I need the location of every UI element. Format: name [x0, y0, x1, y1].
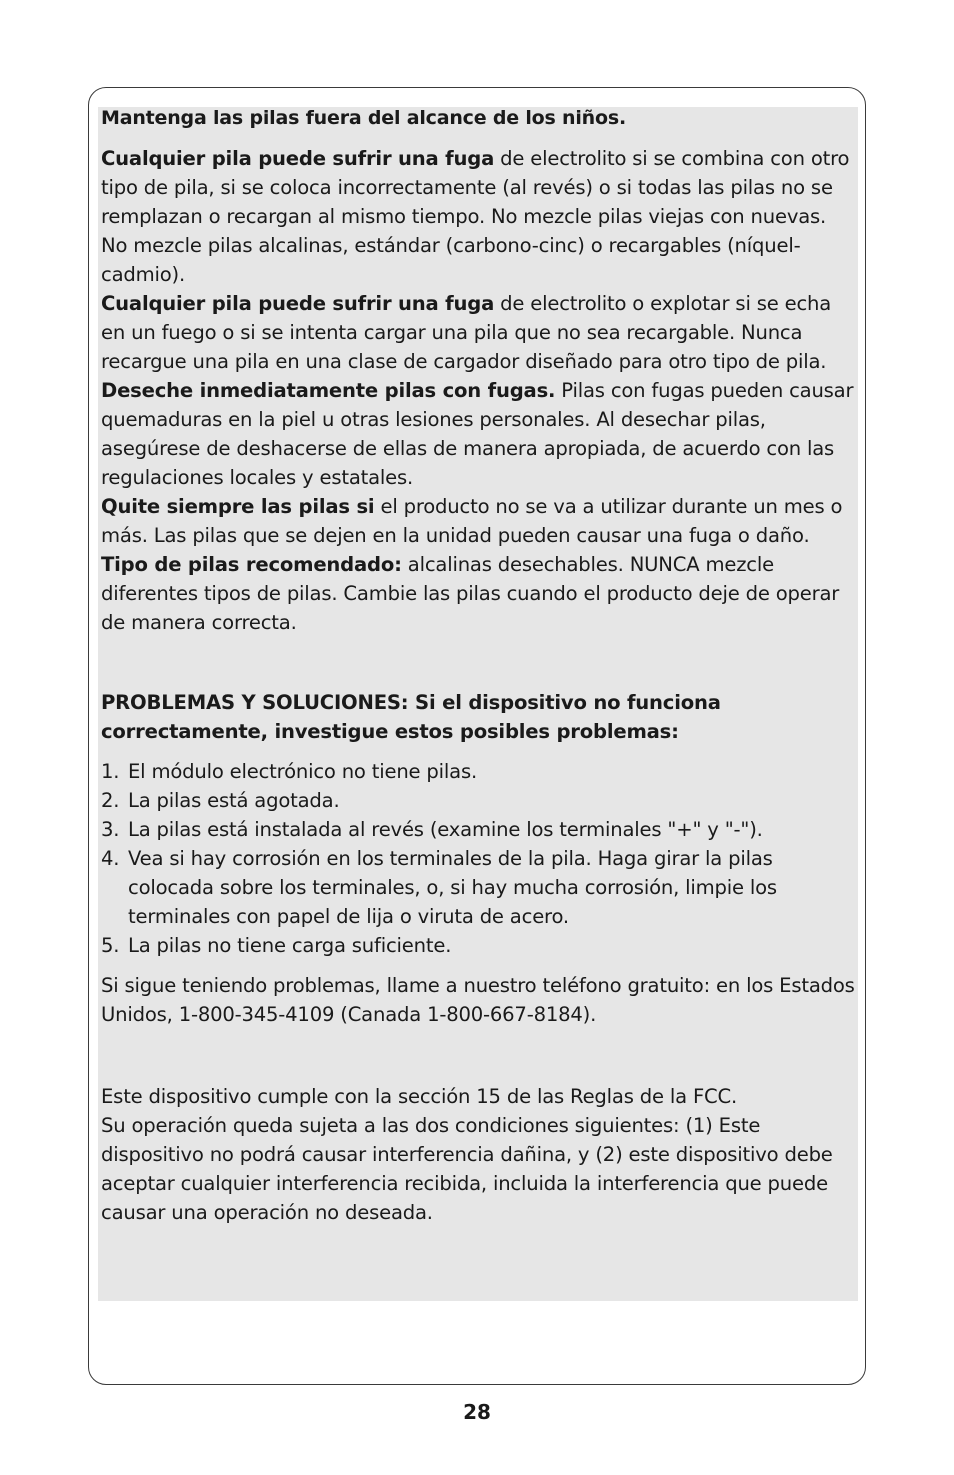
- battery-paragraph: [101, 492, 857, 550]
- spacer: [101, 637, 857, 688]
- paragraph-text: Pilas con fugas pueden causar quemaduras en la piel u otras lesiones personales. Al desechar pilas, asegúrese de deshacerse de ellas de manera apropiada, de acuerdo con las regulaciones locales y estatales.: [101, 379, 854, 489]
- paragraph-text: de electrolito o explotar si se echa en un fuego o si se intenta cargar una pila que no sea recargable. Nunca recargue una pila en una clase de cargador diseñado para otro tipo de pila.: [101, 292, 832, 373]
- paragraph-text: de electrolito si se combina con otro tipo de pila, si se coloca incorrectamente (al revés) o si todas las pilas no se remplazan o recargan al mismo tiempo. No mezcle pilas viejas con nuevas. No mezcle pilas alcalinas, estándar (carbono-cinc) o recargables (níquel-cadmio).: [101, 147, 850, 286]
- spacer: [101, 960, 857, 971]
- list-text: La pilas está instalada al revés (examine los terminales "+" y "-").: [128, 818, 763, 841]
- page-number: 28: [463, 1400, 491, 1424]
- list-number: 2.: [101, 789, 120, 812]
- paragraph-lead: Tipo de pilas recomendado:: [101, 553, 402, 576]
- fcc-statement-line: Este dispositivo cumple con la sección 15 de las Reglas de la FCC.: [101, 1085, 738, 1108]
- paragraph-lead: Cualquier pila puede sufrir una fuga: [101, 292, 495, 315]
- battery-paragraph: [101, 144, 857, 289]
- battery-paragraph: [101, 376, 857, 492]
- battery-paragraph: [101, 289, 857, 376]
- list-number: 3.: [101, 818, 120, 841]
- paragraph-lead: Cualquier pila puede sufrir una fuga: [101, 147, 495, 170]
- list-item: [101, 931, 857, 960]
- troubleshooting-heading: PROBLEMAS Y SOLUCIONES: Si el dispositivo no funciona correctamente, investigue estos posibles problemas:: [101, 691, 721, 743]
- spacer: [101, 1029, 857, 1082]
- battery-warning-title: Mantenga las pilas fuera del alcance de los niños.: [101, 107, 626, 129]
- battery-paragraph: [101, 550, 857, 637]
- list-number: 5.: [101, 934, 120, 957]
- page-content: [101, 104, 857, 1227]
- list-number: 4.: [101, 847, 120, 870]
- list-text: Vea si hay corrosión en los terminales de la pila. Haga girar la pilas colocada sobre los terminales, o, si hay mucha corrosión, limpie los terminales con papel de lija o viruta de acero.: [128, 847, 777, 928]
- list-number: 1.: [101, 760, 120, 783]
- list-item: [101, 844, 857, 931]
- paragraph-text: el producto no se va a utilizar durante un mes o más. Las pilas que se dejen en la unidad pueden causar una fuga o daño.: [101, 495, 843, 547]
- list-text: La pilas está agotada.: [128, 789, 340, 812]
- list-item: [101, 757, 857, 786]
- paragraph-lead: Deseche inmediatamente pilas con fugas.: [101, 379, 556, 402]
- list-item: [101, 786, 857, 815]
- list-text: La pilas no tiene carga suficiente.: [128, 934, 452, 957]
- fcc-conditions-text: Su operación queda sujeta a las dos condiciones siguientes: (1) Este dispositivo no podrá causar interferencia dañina, y (2) este dispositivo debe aceptar cualquier interferencia recibida, incluida la interferencia que puede causar una operación no deseada.: [101, 1114, 833, 1224]
- paragraph-text: alcalinas desechables. NUNCA mezcle diferentes tipos de pilas. Cambie las pilas cuando el producto deje de operar de manera correcta.: [101, 553, 840, 634]
- list-text: El módulo electrónico no tiene pilas.: [128, 760, 477, 783]
- list-item: [101, 815, 857, 844]
- support-contact-text: Si sigue teniendo problemas, llame a nuestro teléfono gratuito: en los Estados Unidos, 1-800-345-4109 (Canada 1-800-667-8184).: [101, 974, 855, 1026]
- troubleshooting-list: [101, 757, 857, 960]
- paragraph-lead: Quite siempre las pilas si: [101, 495, 375, 518]
